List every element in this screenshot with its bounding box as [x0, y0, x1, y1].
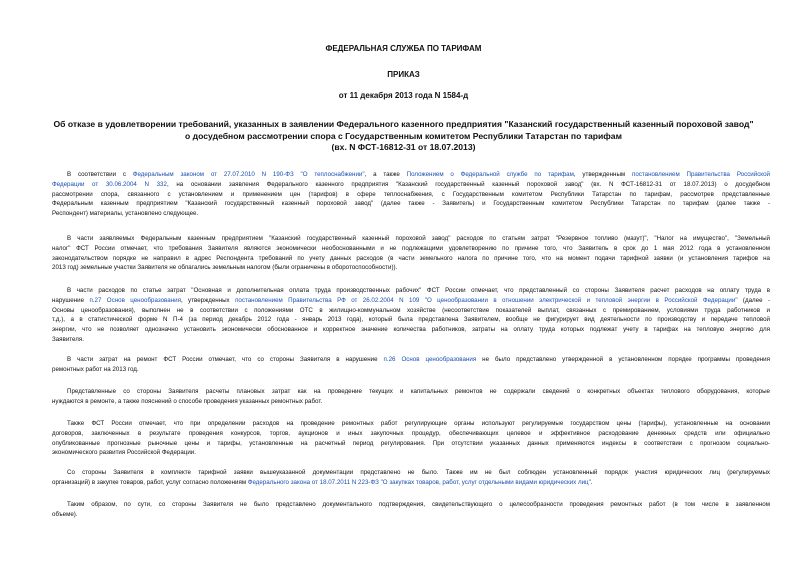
- title-line: (вх. N ФСТ-16812-31 от 18.07.2013): [331, 142, 476, 152]
- link-government-resolution-109[interactable]: постановлением Правительства РФ от 26.02.2004 N 109 "О ценообразовании в отношении электрической и тепловой энергии в Российской Федерации": [235, 296, 738, 304]
- document-date: от 11 декабря 2013 года N 1584-д: [338, 91, 469, 100]
- link-government-resolution-332-cont[interactable]: Федерации от 30.06.2004 N 332: [52, 180, 167, 188]
- paragraph-conclusion: Таким образом, по сути, со стороны Заявителя не было представлено документального подтверждения, свидетельствующего о целесообразности проведения ремонтных работ (в том числе в заявленном объеме).: [52, 501, 770, 518]
- link-law-190fz[interactable]: Федеральным законом от 27.07.2010 N 190-ФЗ "О теплоснабжении": [132, 171, 365, 178]
- link-p27-pricing-basics[interactable]: п.27 Основ ценообразования: [89, 296, 181, 304]
- paragraph-fuel-tax-costs: В части заявляемых Федеральным казенным предприятием "Казанский государственный казенный пороховой завод" расходов по статьям затрат "Резервное топливо (мазут)", "Налог на имущество", "Земельный налог" ФСТ России отмечает, что требования Заявителя являются экономически необоснованными и не подлежащими удовлетворению по причине того, что Заявитель в срок до 1 мая 2012 года в установленном законодательством порядке не направил в адрес Респондента требований по учету данных расходов (в части земельного налога по причине того, что на момент подачи тарифной заявки (и установления тарифов на 2013 год) земельные участки Заявителя не облагались земельным налогом (были ограничены в оборотоспособности)).: [52, 235, 770, 272]
- document-title: [40, 119, 767, 154]
- paragraph-legal-basis: В соответствии с Федеральным законом от 27.07.2010 N 190-ФЗ "О теплоснабжении", а также Положением о Федеральной службе по тарифам, утвержденным постановлением Правительства Российской Федерации от 30.06.2004 N 332, на основании заявления Федерального казенного предприятия "Казанский государственный казенный пороховой завод" (вх. N ФСТ-16812-31 от 18.07.2013) о досудебном рассмотрении спора, связанного с установлением и применением цен (тарифов) в сфере теплоснабжения, с Государственным комитетом Республики Татарстан по тарифам, рассмотрев представленные Федеральным казенным предприятием "Казанский государственный казенный пороховой завод" (далее также - Заявитель) и Государственным комитетом Республики Татарстан по тарифам (далее также - Респондент) материалы, установлено следующее.: [52, 171, 770, 218]
- title-line: о досудебном рассмотрении спора с Государственным комитетом Республики Татарстан по тарифам: [185, 130, 622, 141]
- link-government-resolution-332[interactable]: постановлением Правительства Российской: [631, 171, 770, 178]
- paragraph-repair-program: В части затрат на ремонт ФСТ России отмечает, что со стороны Заявителя в нарушение п.26 Основ ценообразования не было представлено утвержденной в установленном порядке программы проведения ремонтных работ на 2013 год.: [52, 356, 770, 373]
- document-type: ПРИКАЗ: [387, 70, 420, 79]
- link-fst-regulation[interactable]: Положением о Федеральной службе по тарифам: [406, 171, 574, 178]
- paragraph-regulated-prices: Также ФСТ России отмечает, что при определении расходов на проведение ремонтных работ регулирующие органы используют регулируемые государством цены (тарифы), установленные на основании договоров, заключенных в результате проведения конкурсов, торгов, аукционов и иных закупочных процедур, обеспечивающих целевое и эффективное расходование денежных средств или официально опубликованные прогнозные рыночные цены и тарифы, установленные на расчетный период регулирования. При отсутствии указанных данных применяются индексы в соответствии с прогнозом социально- экономического развития Российской Федерации.: [52, 420, 770, 457]
- link-law-223fz[interactable]: Федерального закона от 18.07.2011 N 223-ФЗ "О закупках товаров, работ, услуг отдельными видами юридических лиц": [247, 478, 591, 486]
- paragraph-labor-costs: В части расходов по статье затрат "Основная и дополнительная оплата труда производственных рабочих" ФСТ России отмечает, что представленный со стороны Заявителя расчет расходов на оплату труда в нарушение п.27 Основ ценообразования, утвержденных постановлением Правительства РФ от 26.02.2004 N 109 "О ценообразовании в отношении электрической и тепловой энергии в Российской Федерации" (далее - Основы ценообразования), выполнен не в соответствии с положениями ОТС в жилищно-коммунальном хозяйстве (несоответствие показателей выплат, связанных с премированием, условиями труда работников и т.д.), а в статистической форме N П-4 (за период декабрь 2012 года - январь 2013 года), который была представлена Заявителем, вообще не фигурирует вид деятельности по производству и передаче тепловой энергии, что не позволяет однозначно установить экономически обоснованное и корректное значение количества работников, затраты на оплату труда которых подлежат учету в тарифах на тепловую энергию для Заявителя.: [52, 287, 771, 343]
- title-line: Об отказе в удовлетворении требований, указанных в заявлении Федерального казенного предприятия "Казанский государственный казенный пороховой завод": [53, 119, 754, 129]
- agency-name: ФЕДЕРАЛЬНАЯ СЛУЖБА ПО ТАРИФАМ: [325, 44, 482, 53]
- paragraph-procurement: Со стороны Заявителя в комплекте тарифной заявки вышеуказанной документации представлено не было. Также им не был соблюден установленный порядок участия юридических лиц (регулируемых организаций) в закупке товаров, работ, услуг согласно положениям Федерального закона от 18.07.2011 N 223-ФЗ "О закупках товаров, работ, услуг отдельными видами юридических лиц".: [52, 469, 770, 486]
- link-p26-pricing-basics[interactable]: п.26 Основ ценообразования: [383, 356, 477, 363]
- paragraph-repair-estimates: Представленные со стороны Заявителя расчеты плановых затрат как на проведение текущих и капитальных ремонтов не содержали сведений о конкретных объектах теплового оборудования, которые нуждаются в ремонте, а также пояснений о способе проведения указанных ремонтных работ.: [52, 388, 770, 405]
